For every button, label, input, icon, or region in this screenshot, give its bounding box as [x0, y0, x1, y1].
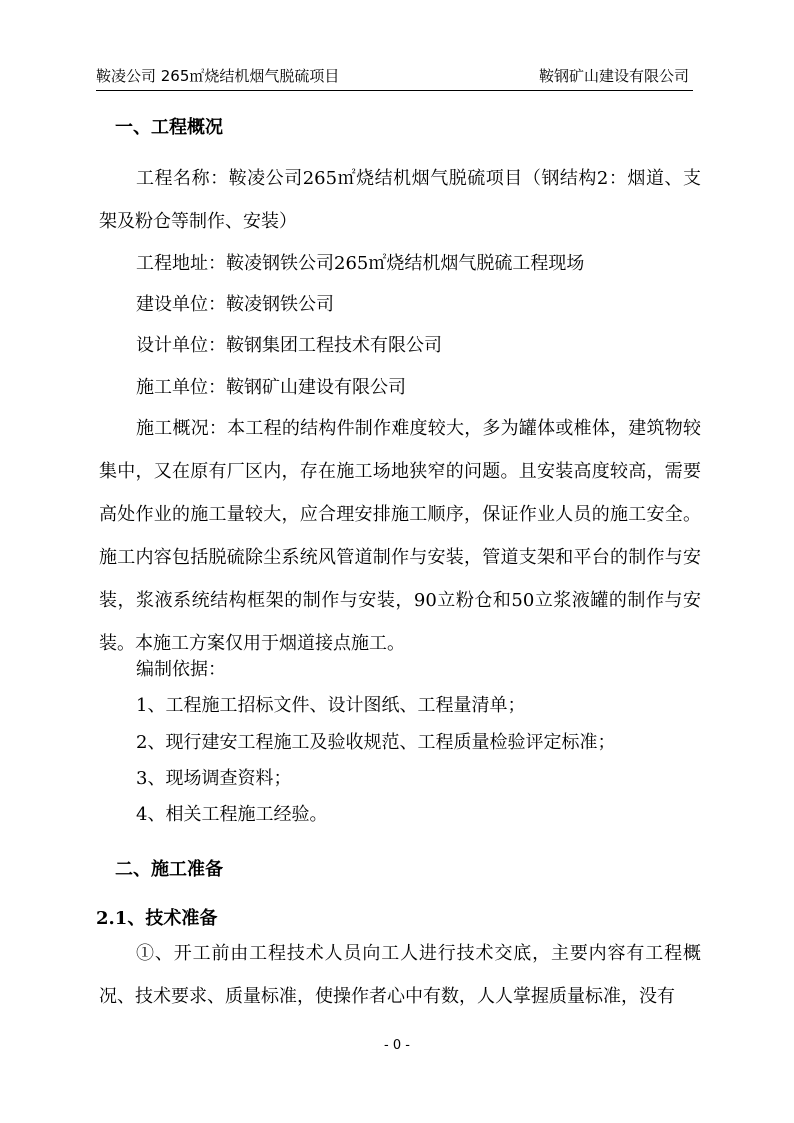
project-address-line: 工程地址：鞍凌钢铁公司265㎡烧结机烟气脱硫工程现场: [136, 253, 585, 274]
page-header: [96, 66, 693, 91]
basis-item-2: 2、现行建安工程施工及验收规范、工程质量检验评定标准；: [136, 732, 616, 753]
section-heading-overview: 一、工程概况: [115, 117, 223, 138]
header-project-title: 鞍凌公司 265㎡烧结机烟气脱硫项目: [96, 67, 340, 85]
project-name-paragraph: 工程名称：鞍凌公司265㎡烧结机烟气脱硫项目（钢结构2：烟道、支架及粉仓等制作、安装）: [99, 168, 701, 232]
contractor-line: 施工单位：鞍钢矿山建设有限公司: [136, 377, 406, 398]
basis-title: 编制依据：: [136, 659, 226, 680]
basis-item-4: 4、相关工程施工经验。: [136, 804, 328, 825]
basis-item-3: 3、现场调查资料；: [136, 768, 292, 789]
designer-line: 设计单位：鞍钢集团工程技术有限公司: [136, 335, 442, 356]
section-heading-preparation: 二、施工准备: [115, 859, 223, 880]
subsection-heading-technical: 2.1、技术准备: [96, 908, 218, 929]
owner-line: 建设单位：鞍凌钢铁公司: [136, 294, 334, 315]
technical-prep-paragraph: ①、开工前由工程技术人员向工人进行技术交底，主要内容有工程概况、技术要求、质量标准，使操作者心中有数，人人掌握质量标准，没有: [99, 943, 701, 1007]
page-number: - 0 -: [384, 1038, 410, 1053]
basis-item-1: 1、工程施工招标文件、设计图纸、工程量清单；: [136, 695, 526, 716]
header-company-name: 鞍钢矿山建设有限公司: [538, 67, 689, 85]
construction-overview-paragraph: 施工概况：本工程的结构件制作难度较大，多为罐体或椎体，建筑物较集中，又在原有厂区内，存在施工场地狭窄的问题。且安装高度较高，需要高处作业的施工量较大，应合理安排施工顺序，保证作业人员的施工安全。施工内容包括脱硫除尘系统风管道制作与安装，管道支架和平台的制作与安装，浆液系统结构框架的制作与安装，90立粉仓和50立浆液罐的制作与安装。本施工方案仅用于烟道接点施工。: [99, 418, 701, 654]
